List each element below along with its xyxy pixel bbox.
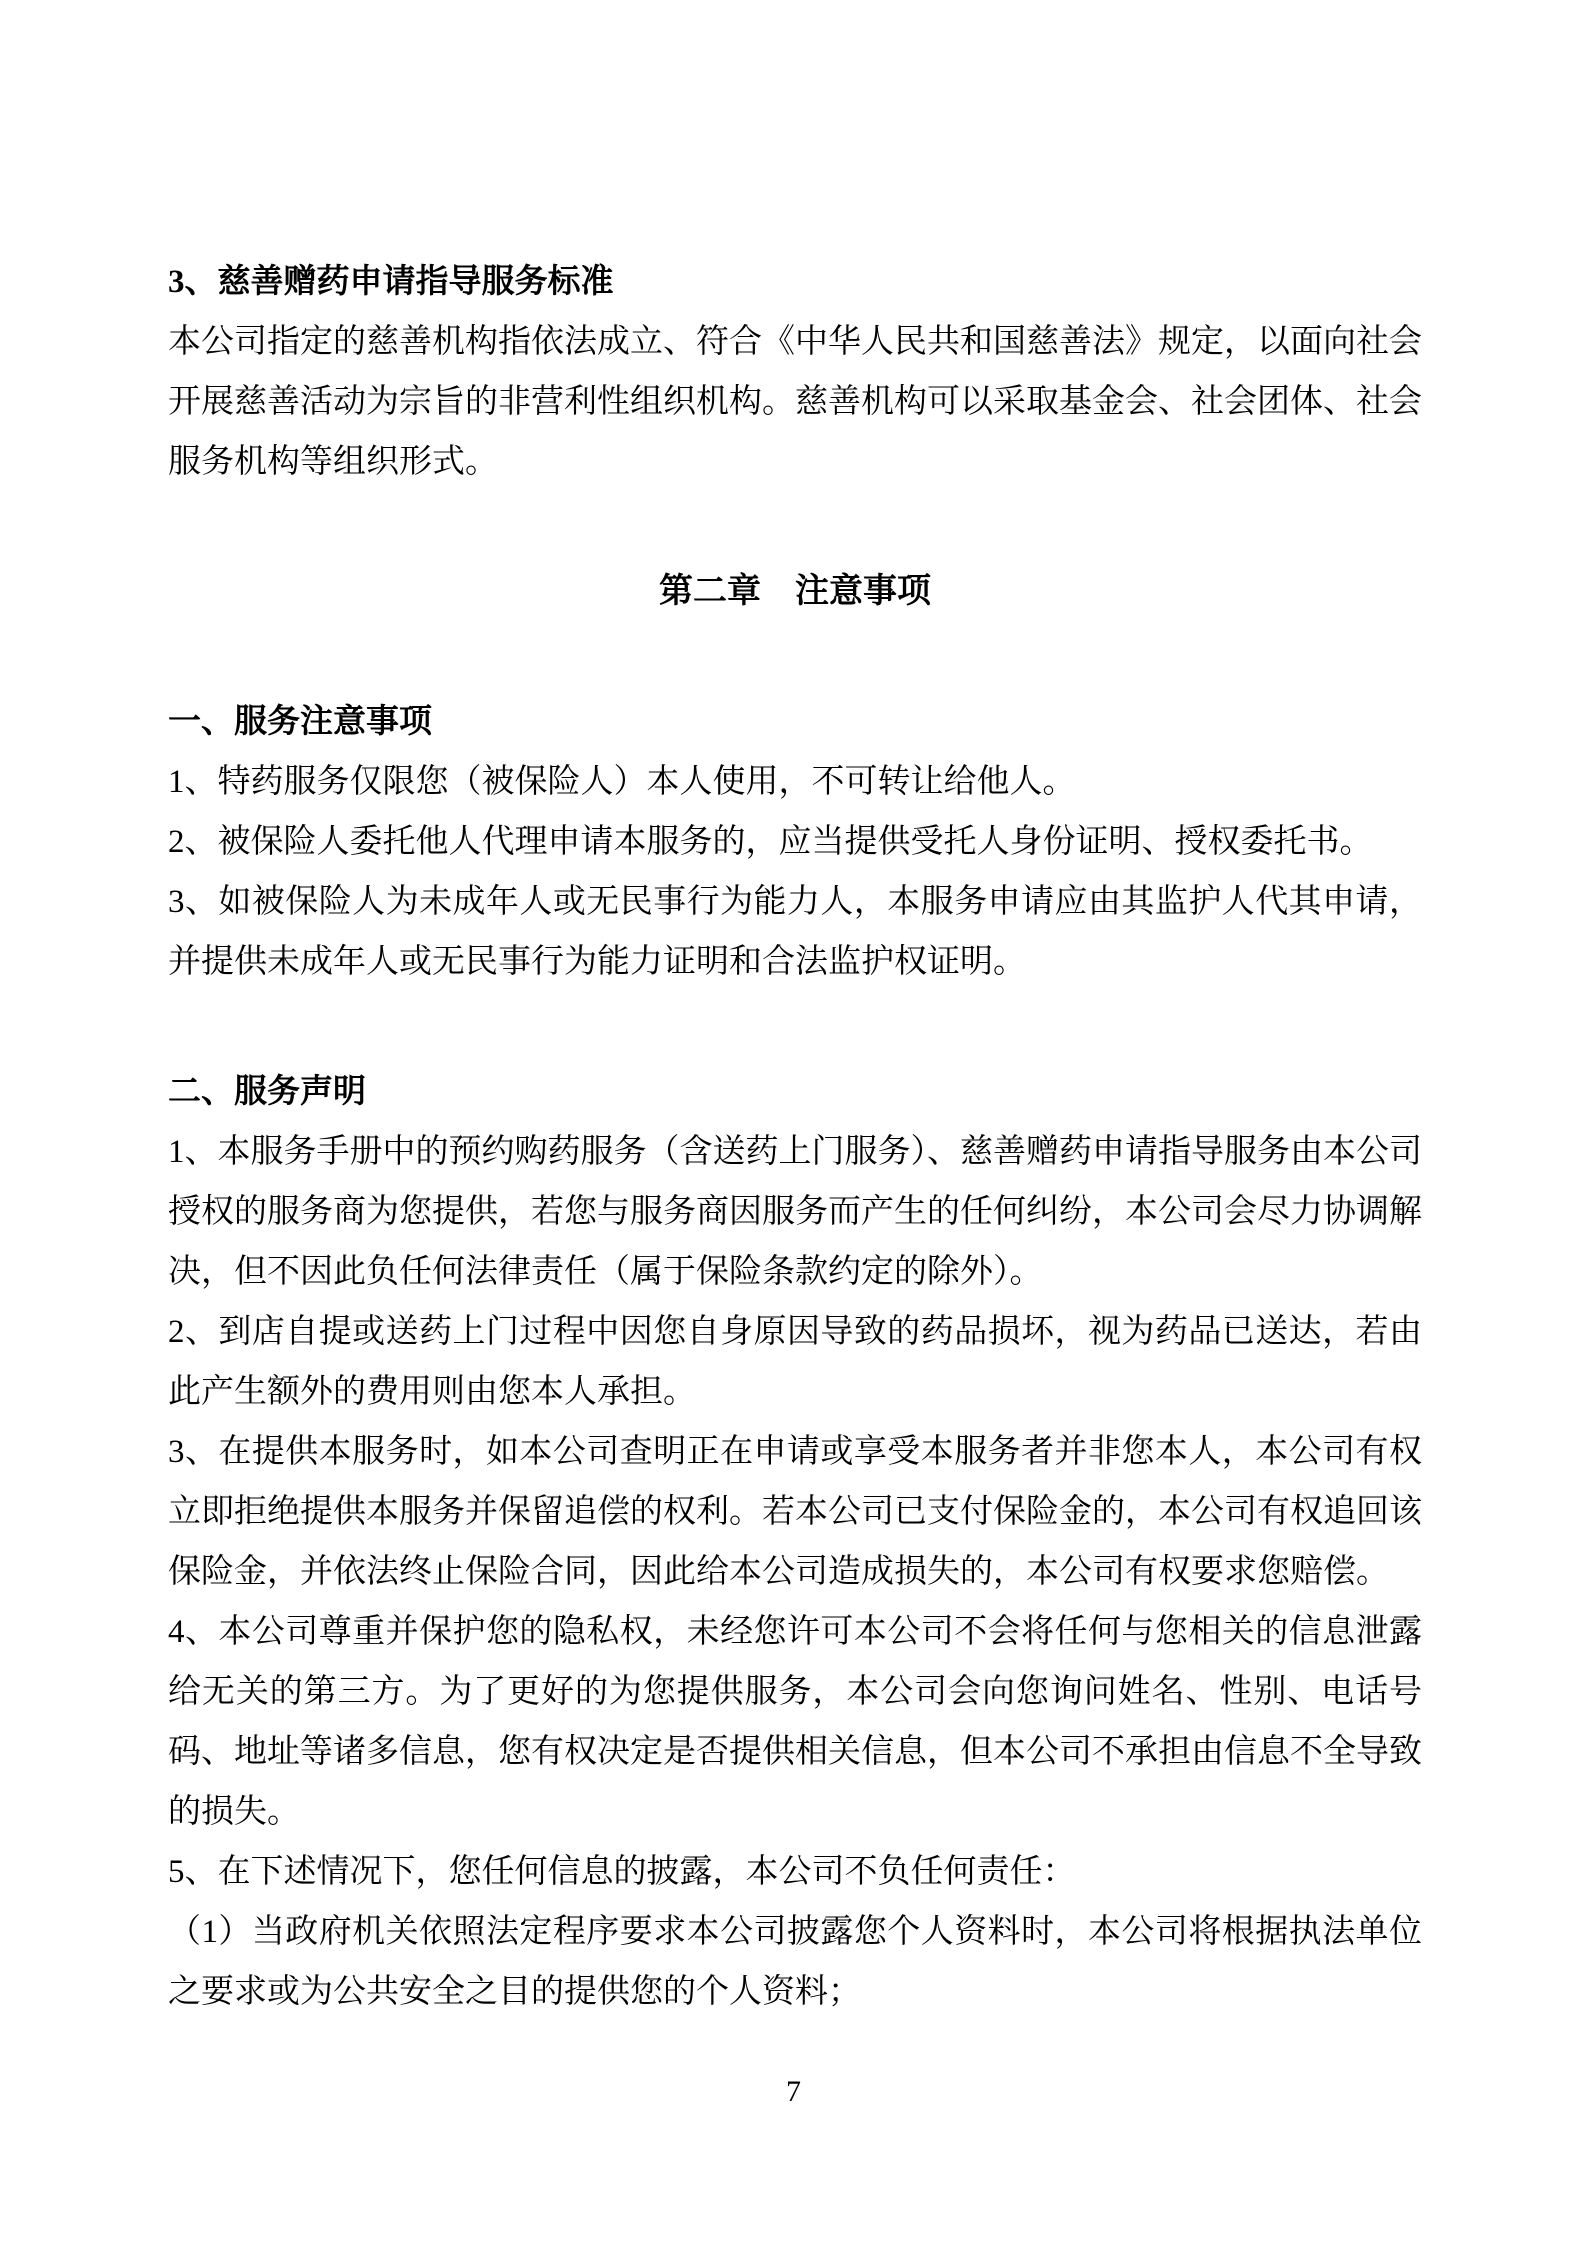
section2-item-1: 1、本服务手册中的预约购药服务（含送药上门服务）、慈善赠药申请指导服务由本公司授权的服务商为您提供，若您与服务商因服务而产生的任何纠纷，本公司会尽力协调解决，但不因此负任何法律责任（属于保险条款约定的除外）。 xyxy=(168,1134,1422,1290)
section2-item-3: 3、在提供本服务时，如本公司查明正在申请或享受本服务者并非您本人，本公司有权立即拒绝提供本服务并保留追偿的权利。若本公司已支付保险金的，本公司有权追回该保险金，并依法终止保险合同，因此给本公司造成损失的，本公司有权要求您赔偿。 xyxy=(168,1434,1422,1590)
section2-item-5: 5、在下述情况下，您任何信息的披露，本公司不负任何责任： xyxy=(168,1854,1076,1890)
chapter2-section1-heading: 一、服务注意事项 xyxy=(168,704,432,740)
section2-item-5-sub-1: （1）当政府机关依照法定程序要求本公司披露您个人资料时，本公司将根据执法单位之要求或为公共安全之目的提供您的个人资料； xyxy=(168,1914,1422,2010)
chapter2-section2-heading: 二、服务声明 xyxy=(168,1074,366,1110)
chapter2-heading: 第二章 注意事项 xyxy=(659,573,931,610)
section1-item-1: 1、特药服务仅限您（被保险人）本人使用，不可转让给他人。 xyxy=(168,764,1076,800)
section3-heading: 3、慈善赠药申请指导服务标准 xyxy=(168,264,614,300)
section2-item-2: 2、到店自提或送药上门过程中因您自身原因导致的药品损坏，视为药品已送达，若由此产生额外的费用则由您本人承担。 xyxy=(168,1314,1422,1410)
page-content xyxy=(168,252,1422,2022)
page-number: 7 xyxy=(786,2075,801,2108)
section1-item-3: 3、如被保险人为未成年人或无民事行为能力人，本服务申请应由其监护人代其申请，并提供未成年人或无民事行为能力证明和合法监护权证明。 xyxy=(168,884,1422,980)
section3-paragraph: 本公司指定的慈善机构指依法成立、符合《中华人民共和国慈善法》规定，以面向社会开展慈善活动为宗旨的非营利性组织机构。慈善机构可以采取基金会、社会团体、社会服务机构等组织形式。 xyxy=(168,324,1422,480)
section1-item-2: 2、被保险人委托他人代理申请本服务的，应当提供受托人身份证明、授权委托书。 xyxy=(168,824,1373,860)
section2-item-4: 4、本公司尊重并保护您的隐私权，未经您许可本公司不会将任何与您相关的信息泄露给无关的第三方。为了更好的为您提供服务，本公司会向您询问姓名、性别、电话号码、地址等诸多信息，您有权决定是否提供相关信息，但本公司不承担由信息不全导致的损失。 xyxy=(168,1614,1422,1830)
